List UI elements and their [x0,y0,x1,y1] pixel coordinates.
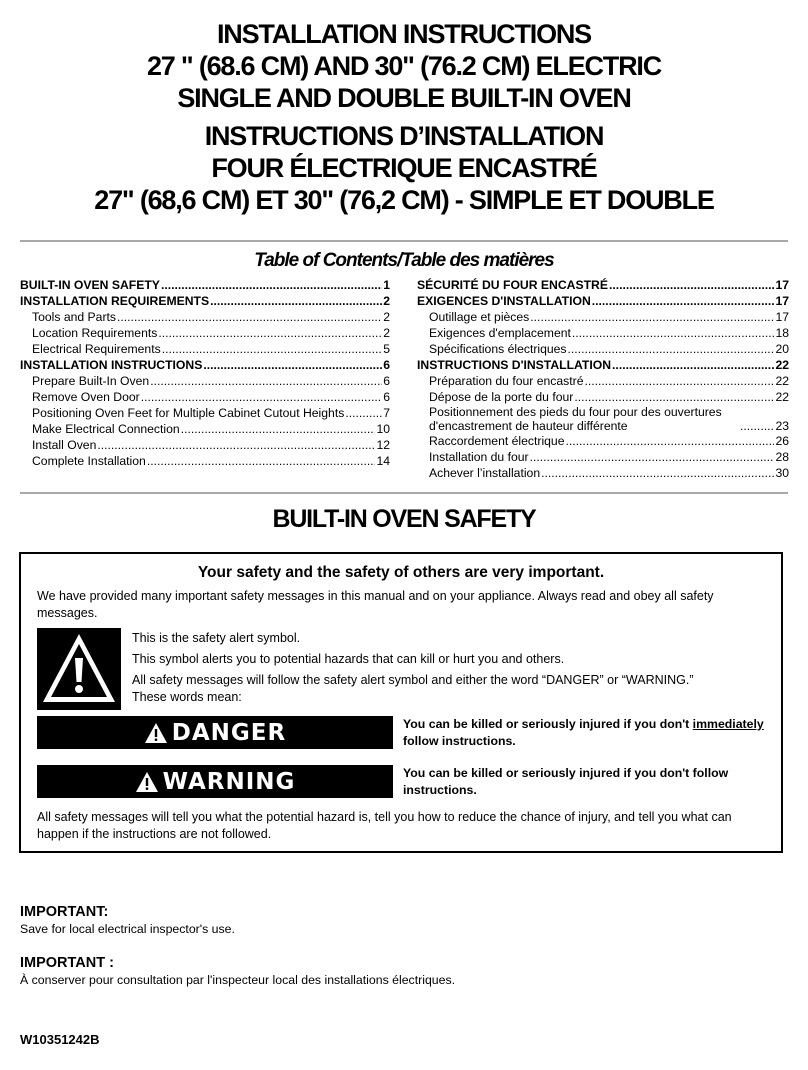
title-fr-line-2: FOUR ÉLECTRIQUE ENCASTRÉ [211,153,597,183]
toc-entry-label: Complete Installation [32,454,146,468]
toc-entry[interactable] [20,405,390,421]
toc-entry-page: 1 [383,278,390,292]
toc-entry[interactable] [20,325,390,341]
important-text-en: Save for local electrical inspector's use. [20,922,235,936]
toc-entry[interactable] [20,421,390,437]
toc-entry-label: INSTALLATION INSTRUCTIONS [20,358,203,372]
toc-entry[interactable] [417,433,789,449]
toc-entry[interactable] [20,277,390,293]
toc-entry[interactable] [417,389,789,405]
toc-leader-dots [740,419,774,433]
toc-entry-label: Make Electrical Connection [32,422,180,436]
toc-entry[interactable] [417,373,789,389]
toc-entry-page: 2 [383,310,390,324]
toc-entry-label: Outillage et pièces [429,310,530,324]
toc-leader-dots [572,325,775,341]
toc-leader-dots [530,449,775,465]
toc-leader-dots [181,421,376,437]
toc-leader-dots [141,389,383,405]
safety-box [19,552,783,853]
toc-entry-label: SÉCURITÉ DU FOUR ENCASTRÉ [417,278,608,292]
important-text-fr: À conserver pour consultation par l'inspecteur local des installations électriques. [20,973,456,987]
toc-entry-page: 17 [775,278,789,292]
toc-entry-label: INSTALLATION REQUIREMENTS [20,294,210,308]
toc-entry[interactable] [417,293,789,309]
toc-entry-label: Spécifications électriques [429,342,567,356]
important-heading-fr: IMPORTANT : [20,955,114,971]
toc-heading: Table of Contents/Table des matières [254,250,554,271]
toc-entry-label: Installation du four [429,450,529,464]
toc-entry-label: Prepare Built-In Oven [32,374,150,388]
toc-entry-label: Install Oven [32,438,97,452]
toc-leader-dots [117,309,382,325]
toc-leader-dots [162,341,383,357]
toc-leader-dots [612,357,774,373]
toc-entry[interactable] [417,325,789,341]
toc-leader-dots [203,357,382,373]
toc-entry-page: 28 [775,450,789,464]
title-fr-line-3: 27" (68,6 CM) ET 30" (76,2 CM) - SIMPLE ET DOUBLE [94,185,714,215]
toc-entry-page: 22 [775,358,789,372]
toc-entry[interactable] [20,453,390,469]
toc-entry[interactable] [20,373,390,389]
alert-line-1: This is the safety alert symbol. [132,631,301,645]
toc-leader-dots [345,405,382,421]
toc-entry-page: 7 [383,406,390,420]
toc-entry-label: Raccordement électrique [429,434,565,448]
toc-leader-dots [584,373,774,389]
toc-entry-label: Location Requirements [32,326,158,340]
toc-entry-page: 10 [376,422,390,436]
toc-entry-page: 12 [376,438,390,452]
toc-leader-dots [530,309,774,325]
toc-entry[interactable] [417,309,789,325]
divider-rule [20,240,788,242]
title-en-line-2: 27 " (68.6 CM) AND 30" (76.2 CM) ELECTRIC [146,51,662,81]
toc-leader-dots [150,373,382,389]
document-number: W10351242B [20,1032,100,1047]
document-title [0,18,808,216]
danger-emphasis: immediately [692,717,764,731]
toc-leader-dots [147,453,376,469]
divider-rule [20,492,788,494]
toc-entry-label: Positioning Oven Feet for Multiple Cabinet Cutout Heights [32,406,345,420]
toc-entry-page: 18 [775,326,789,340]
toc-entry-page: 23 [775,419,789,433]
safety-alert-symbol-icon [37,628,121,710]
title-en-line-1: INSTALLATION INSTRUCTIONS [217,19,591,49]
toc-entry-page: 6 [383,374,390,388]
toc-entry-page: 26 [775,434,789,448]
toc-entry-label: Préparation du four encastré [429,374,584,388]
title-en-line-3: SINGLE AND DOUBLE BUILT-IN OVEN [177,83,631,113]
toc-entry-label: Exigences d'emplacement [429,326,571,340]
toc-leader-dots [97,437,375,453]
toc-entry-page: 6 [383,390,390,404]
alert-line-2: This symbol alerts you to potential hazards that can kill or hurt you and others. [132,652,565,666]
warning-description: You can be killed or seriously injured if you don't follow instructions. [403,766,729,797]
toc-leader-dots [574,389,774,405]
danger-bar [37,716,393,749]
warning-triangle-icon [144,722,168,744]
toc-entry-page: 22 [775,390,789,404]
toc-entry[interactable] [417,405,789,433]
important-heading-en: IMPORTANT: [20,904,109,920]
toc-entry-label: Tools and Parts [32,310,117,324]
toc-leader-dots [210,293,382,309]
danger-label: DANGER [171,719,287,746]
safety-headline: Your safety and the safety of others are very important. [197,564,605,581]
toc-entry[interactable] [417,357,789,373]
toc-entry[interactable] [417,277,789,293]
toc-entry-page: 14 [376,454,390,468]
alert-explanation [132,630,772,706]
toc-right-column [417,277,789,481]
warning-label: WARNING [162,768,296,795]
toc-entry-label: Achever l’installation [429,466,541,480]
toc-entry-label: Electrical Requirements [32,342,161,356]
warning-triangle-icon [135,771,159,793]
title-fr-line-1: INSTRUCTIONS D’INSTALLATION [204,121,604,151]
safety-intro: We have provided many important safety messages in this manual and on your appliance. Always read and obey all safety messages. [37,589,714,620]
toc-entry[interactable] [417,465,789,481]
toc-entry-page: 6 [383,358,390,372]
toc-entry[interactable] [20,309,390,325]
toc-entry-label: INSTRUCTIONS D'INSTALLATION [417,358,612,372]
toc-leader-dots [566,433,775,449]
toc-entry-label: BUILT-IN OVEN SAFETY [20,278,160,292]
toc-leader-dots [568,341,775,357]
toc-entry-page: 30 [775,466,789,480]
alert-line-3: All safety messages will follow the safety alert symbol and either the word “DANGER” or “WARNING.” These words mean: [132,673,694,704]
toc-leader-dots [592,293,775,309]
toc-entry-label: Dépose de la porte du four [429,390,574,404]
toc-entry-page: 17 [775,310,789,324]
toc-entry-page: 2 [383,294,390,308]
toc-entry-page: 20 [775,342,789,356]
toc-leader-dots [609,277,774,293]
toc-entry-label: EXIGENCES D'INSTALLATION [417,294,591,308]
toc-entry-page: 2 [383,326,390,340]
toc-leader-dots [541,465,774,481]
safety-footer: All safety messages will tell you what the potential hazard is, tell you how to reduce the chance of injury, and tell you what can happen if the instructions are not followed. [37,810,732,841]
toc-entry-label: Remove Oven Door [32,390,140,404]
danger-description: You can be killed or seriously injured if you don't immediately follow instructions. [403,717,764,748]
toc-entry[interactable] [417,449,789,465]
toc-leader-dots [158,325,382,341]
toc-entry[interactable] [20,293,390,309]
toc-entry[interactable] [417,341,789,357]
toc-entry-label: Positionnement des pieds du four pour des ouvertures d'encastrement de hauteur différente [429,405,722,433]
toc-entry[interactable] [20,341,390,357]
toc-entry[interactable] [20,437,390,453]
toc-entry-page: 5 [383,342,390,356]
toc-left-column [20,277,390,469]
toc-entry[interactable] [20,357,390,373]
section-heading: BUILT-IN OVEN SAFETY [272,505,536,533]
toc-leader-dots [161,277,382,293]
toc-entry-page: 22 [775,374,789,388]
toc-entry-page: 17 [775,294,789,308]
toc-entry[interactable] [20,389,390,405]
warning-bar [37,765,393,798]
